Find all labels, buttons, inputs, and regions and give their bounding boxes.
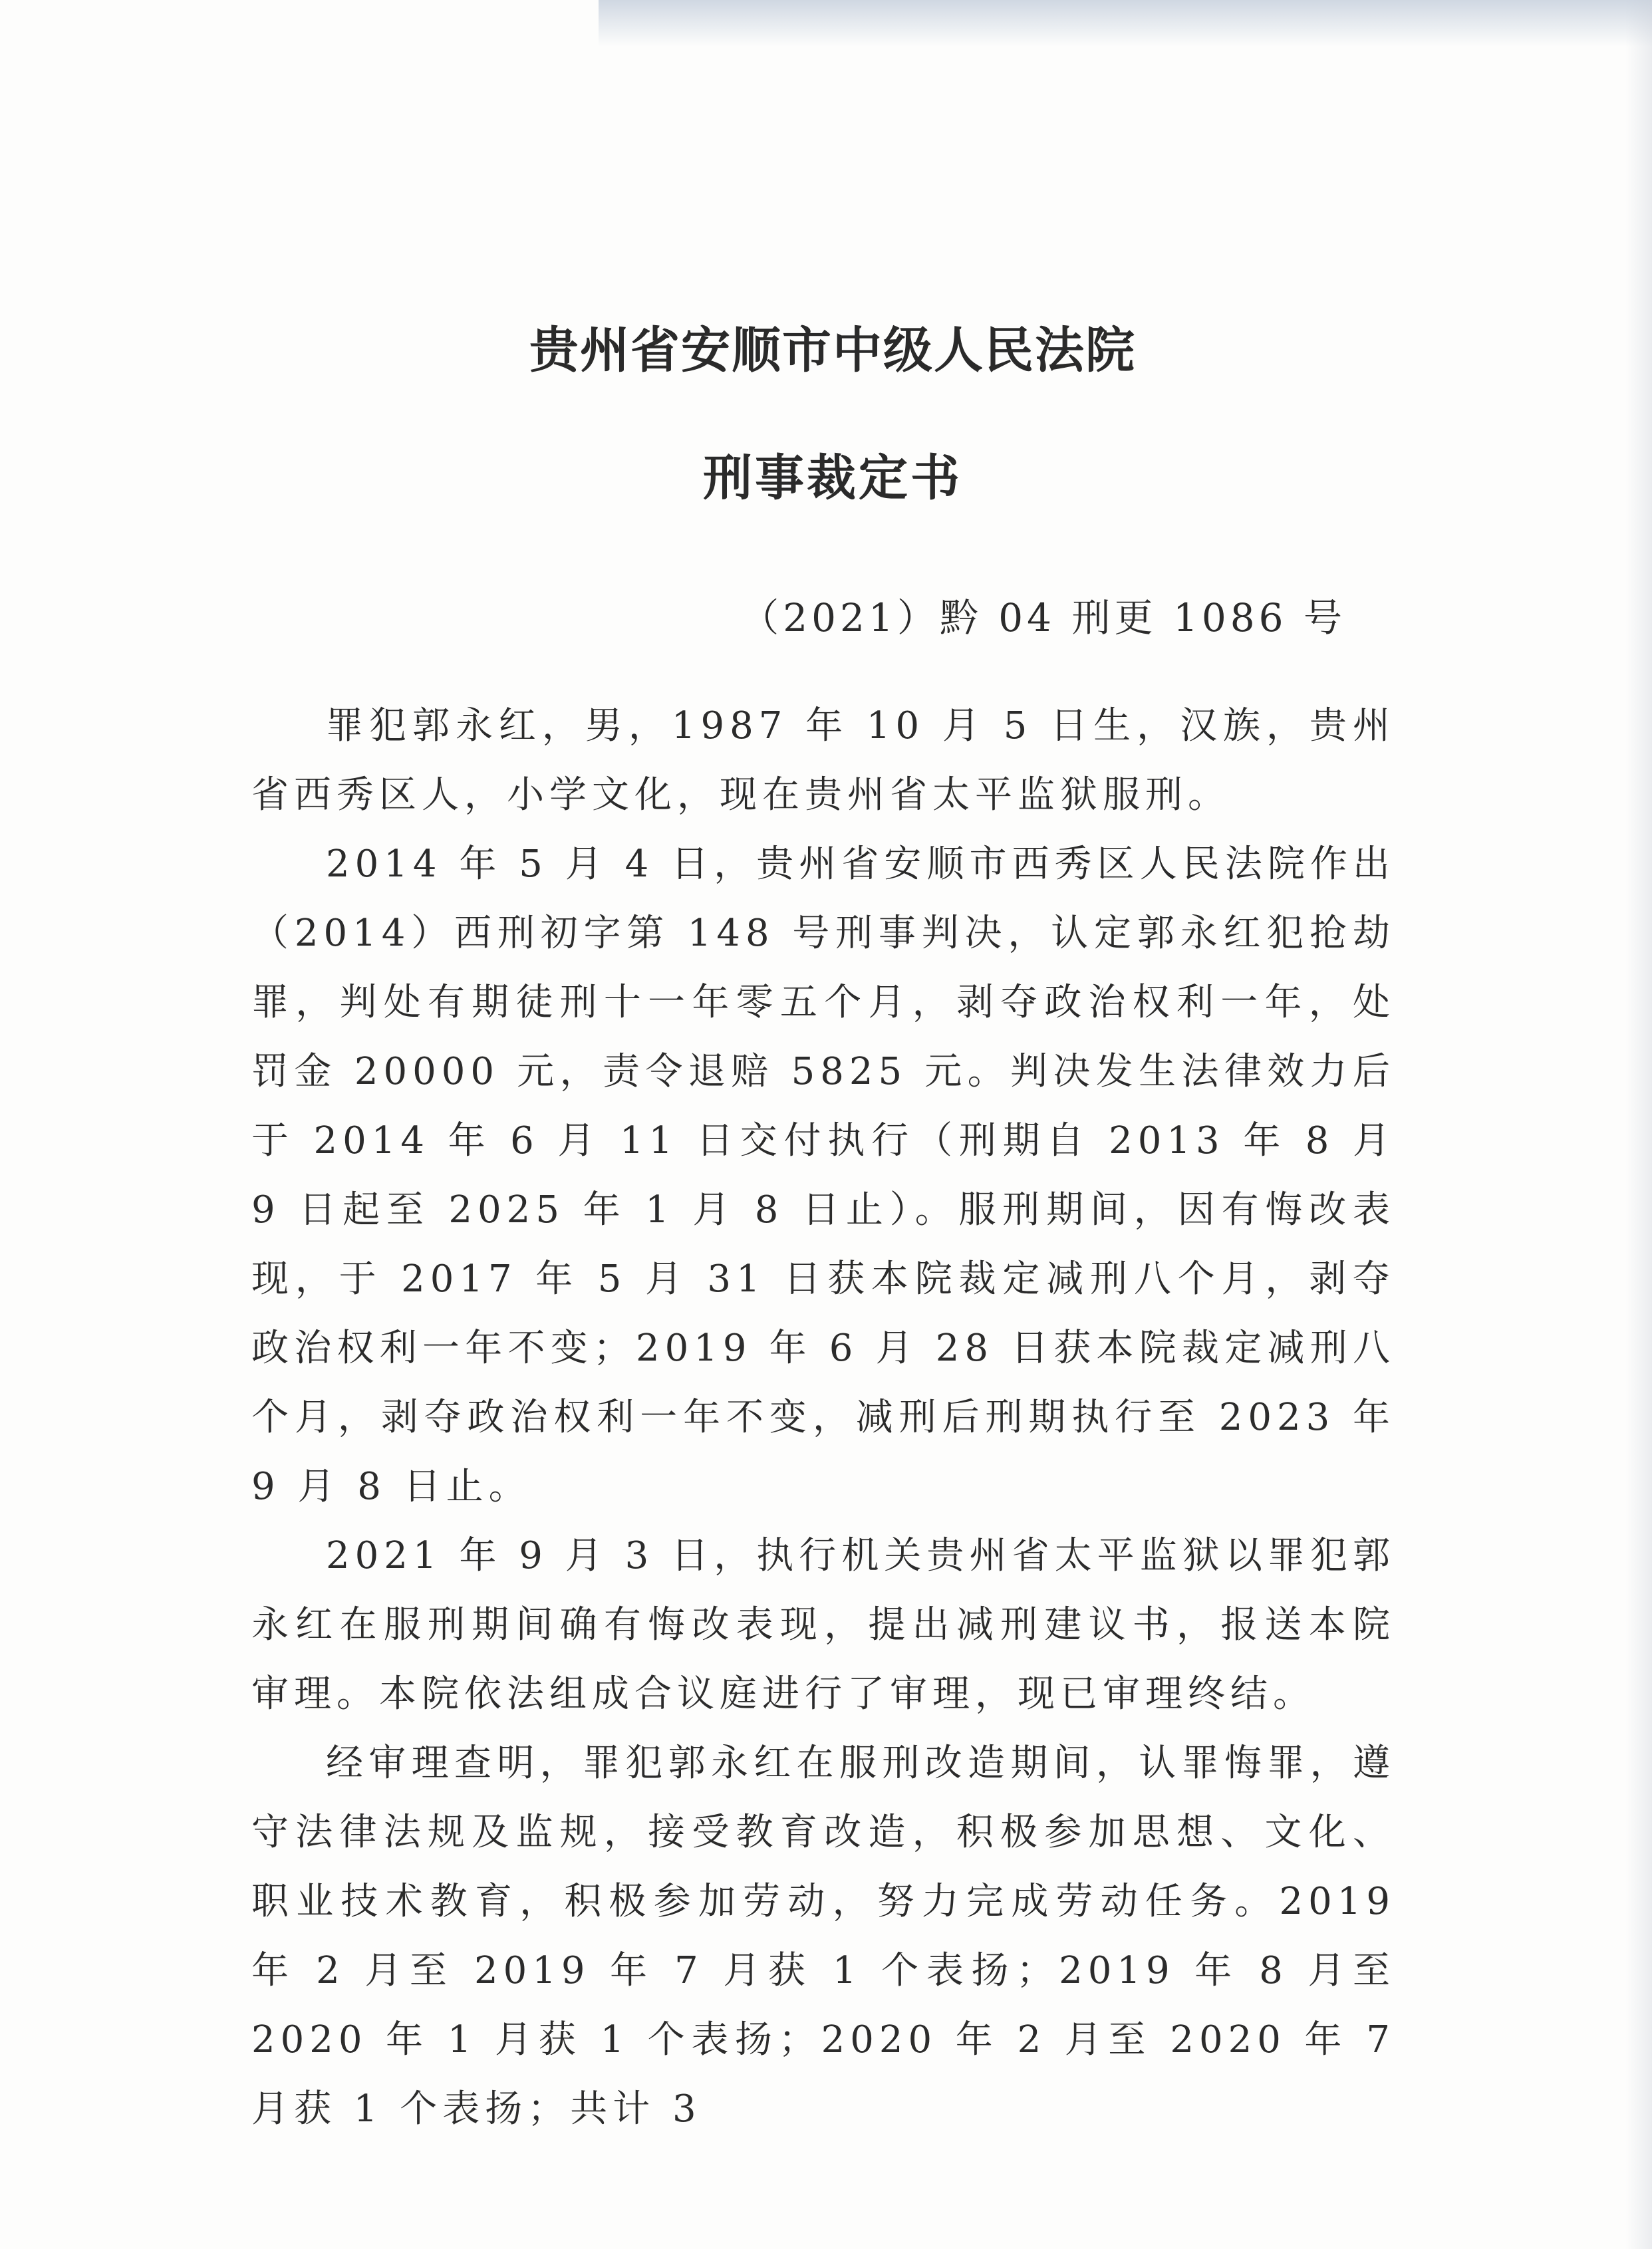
case-number: （2021）黔 04 刑更 1086 号 (740, 595, 1346, 640)
paragraph-commutation-proposal: 2021 年 9 月 3 日，执行机关贵州省太平监狱以罪犯郭永红在服刑期间确有悔改表现，提出减刑建议书，报送本院审理。本院依法组成合议庭进行了审理，现已审理终结。 (251, 1534, 1395, 1716)
paragraph-judgment-history: 2014 年 5 月 4 日，贵州省安顺市西秀区人民法院作出（2014）西刑初字第 148 号刑事判决，认定郭永红犯抢劫罪，判处有期徒刑十一年零五个月，剥夺政治权利一年，处罚金 20000 元，责令退赔 5825 元。判决发生法律效力后于 2014 年 6 月 11 日交付执行（刑期自 2013 年 8 月 9 日起至 2025 年 1 月 8 日止）。服刑期间，因有悔改表现，于 2017 年 5 月 31 日获本院裁定减刑八个月，剥夺政治权利一年不变；2019 年 6 月 28 日获本院裁定减刑八个月，剥夺政治权利一年不变，减刑后刑期执行至 2023 年 9 月 8 日止。 (251, 843, 1395, 1508)
scan-edge-top (599, 0, 1652, 47)
document-body (251, 692, 1395, 2144)
document-type-heading: 刑事裁定书 (703, 450, 962, 507)
paragraph-defendant-info: 罪犯郭永红，男，1987 年 10 月 5 日生，汉族，贵州省西秀区人，小学文化，现在贵州省太平监狱服刑。 (251, 704, 1395, 817)
court-name-heading: 贵州省安顺市中级人民法院 (529, 322, 1136, 379)
paragraph-findings: 经审理查明，罪犯郭永红在服刑改造期间，认罪悔罪，遵守法律法规及监规，接受教育改造，积极参加思想、文化、职业技术教育，积极参加劳动，努力完成劳动任务。2019 年 2 月至 2019 年 7 月获 1 个表扬；2019 年 8 月至 2020 年 1 月获 1 个表扬；2020 年 2 月至 2020 年 7 月获 1 个表扬；共计 3 (251, 1742, 1395, 2131)
